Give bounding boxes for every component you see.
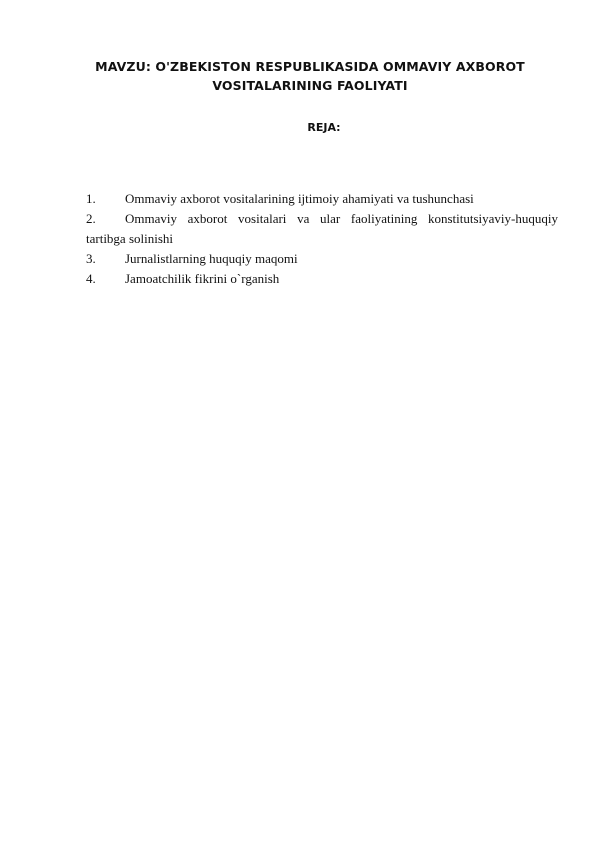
plan-item-word: ular [320,211,341,226]
plan-item-number: 1. [86,191,96,206]
plan-item-word: axborot [187,211,228,226]
plan-item-3 [86,249,558,269]
plan-item-word: va [297,211,310,226]
plan-item-1 [86,189,558,209]
plan-heading: REJA: [307,121,341,134]
plan-item-number: 3. [86,251,96,266]
plan-item-text: Jamoatchilik fikrini o`rganish [125,271,280,286]
plan-list [86,189,558,289]
plan-item-word: vositalari [238,211,287,226]
plan-item-word: Ommaviy [125,211,177,226]
plan-item-text-justified [125,209,558,229]
plan-item-4 [86,269,558,289]
plan-item-word: faoliyatining [350,211,418,226]
plan-item-word: konstitutsiyaviy-huquqiy [427,211,558,226]
title-line-1: MAVZU: O'ZBEKISTON RESPUBLIKASIDA OMMAVIY AXBOROT [95,59,525,74]
plan-item-2 [86,209,558,249]
plan-item-number: 2. [86,211,96,226]
document-title [60,57,560,95]
plan-item-text: Jurnalistlarning huquqiy maqomi [125,251,298,266]
plan-item-text: Ommaviy axborot vositalarining ijtimoiy ahamiyati va tushunchasi [125,191,474,206]
plan-item-number: 4. [86,271,96,286]
title-line-2: VOSITALARINING FAOLIYATI [212,78,408,93]
plan-item-continuation: tartibga solinishi [86,231,174,246]
